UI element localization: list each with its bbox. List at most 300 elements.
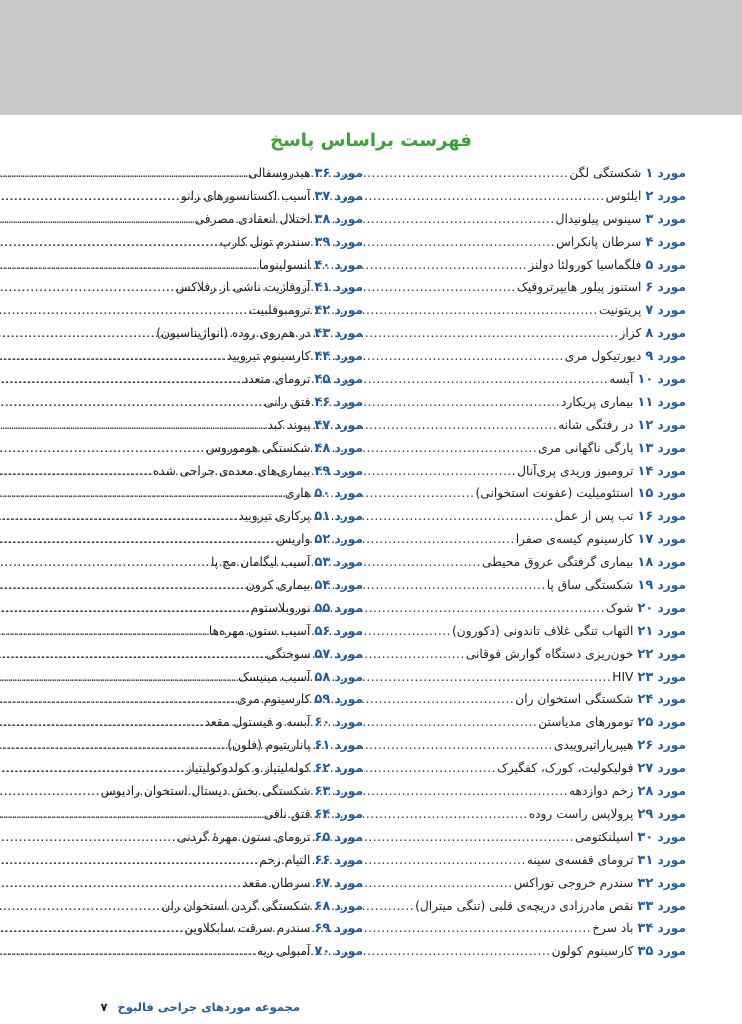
case-label: مورد (657, 944, 686, 959)
case-index: ۴۵ (314, 372, 331, 388)
case-number (314, 853, 363, 868)
toc-entry[interactable] (53, 280, 363, 303)
entry-title: آسیب اکستانسورهای زانو (180, 188, 311, 203)
toc-entry[interactable] (53, 441, 363, 464)
toc-entry[interactable] (376, 441, 686, 464)
toc-entry[interactable] (53, 258, 363, 281)
dot-leader (0, 555, 210, 569)
entry-title: کارسینوم تیرویید (226, 349, 311, 364)
case-index: ۳۲ (637, 875, 654, 891)
case-index: ۲۶ (637, 738, 654, 754)
dot-leader (0, 395, 263, 409)
case-label: مورد (657, 898, 686, 913)
entry-title: در رفتگی شانه (558, 417, 634, 432)
entry-title: پیوند کبد (267, 417, 311, 432)
case-index: ۷۰ (314, 944, 331, 960)
toc-entry[interactable] (376, 418, 686, 441)
case-label: مورد (334, 211, 363, 226)
entry-title: HIV (612, 669, 634, 684)
toc-entry[interactable] (53, 326, 363, 349)
dot-leader (0, 326, 155, 340)
entry-title: فتق رانی (264, 394, 311, 409)
case-number (637, 830, 686, 845)
toc-entry[interactable] (376, 647, 686, 670)
case-number (637, 944, 686, 959)
dot-leader (0, 578, 245, 592)
case-label: مورد (334, 486, 363, 501)
toc-entry[interactable] (376, 761, 686, 784)
case-label: مورد (657, 692, 686, 707)
case-label: مورد (334, 944, 363, 959)
case-label: مورد (657, 600, 686, 615)
case-label: مورد (334, 303, 363, 318)
dot-leader (0, 303, 248, 317)
case-number (637, 395, 686, 410)
entry-title: سندرم خروجی توراکس (513, 875, 634, 890)
case-label: مورد (657, 280, 686, 295)
toc-entry[interactable] (53, 624, 363, 647)
toc-entry[interactable] (376, 921, 686, 944)
case-label: مورد (334, 394, 363, 409)
toc-entry[interactable] (376, 280, 686, 303)
case-index: ۵۱ (314, 509, 331, 525)
case-number (314, 784, 363, 799)
case-label: مورد (334, 875, 363, 890)
toc-entry[interactable] (376, 235, 686, 258)
case-label: مورد (334, 692, 363, 707)
case-label: مورد (334, 372, 363, 387)
case-label: مورد (334, 555, 363, 570)
case-index: ۵ (645, 257, 654, 273)
case-number (637, 807, 686, 822)
toc-entry[interactable] (376, 555, 686, 578)
case-label: مورد (334, 349, 363, 364)
toc-entry[interactable] (376, 899, 686, 922)
dot-leader (0, 944, 256, 958)
case-index: ۵۶ (314, 623, 331, 639)
toc-column-right (376, 166, 686, 967)
toc-entry[interactable] (53, 418, 363, 441)
dot-leader (0, 899, 161, 913)
case-label: مورد (657, 509, 686, 524)
case-index: ۱ (645, 166, 654, 181)
entry-title: آزوفاژیت ناشی از رفلاکس (175, 280, 311, 295)
case-label: مورد (657, 806, 686, 821)
entry-title: التهاب تنگی غلاف تاندونی (دکورون) (452, 623, 634, 638)
case-label: مورد (657, 784, 686, 799)
case-number (637, 670, 686, 685)
toc-entry[interactable] (53, 761, 363, 784)
entry-title: نوروبلاستوم (250, 600, 311, 615)
toc-entry[interactable] (376, 692, 686, 715)
entry-title: پاناریتیوم (فلون) (227, 738, 311, 753)
toc-entry[interactable] (53, 738, 363, 761)
case-label: مورد (657, 394, 686, 409)
case-index: ۲۹ (637, 806, 654, 822)
case-label: مورد (657, 921, 686, 936)
entry-title: فلگماسیا کورولئا دولنز (528, 257, 642, 272)
case-number (314, 921, 363, 936)
toc-entry[interactable] (53, 647, 363, 670)
dot-leader (0, 486, 284, 500)
dot-leader (0, 624, 208, 638)
case-label: مورد (657, 463, 686, 478)
entry-title: شکستگی لگن (569, 166, 642, 180)
entry-title: استئومیلیت (عفونت استخوانی) (475, 486, 634, 501)
case-number (645, 189, 686, 204)
toc-entry[interactable] (53, 189, 363, 212)
toc-entry[interactable] (376, 876, 686, 899)
case-number (637, 601, 686, 616)
case-label: مورد (657, 372, 686, 387)
case-index: ۴۲ (314, 303, 331, 319)
toc-entry[interactable] (376, 670, 686, 693)
case-label: مورد (657, 257, 686, 272)
case-label: مورد (657, 623, 686, 638)
dot-leader (0, 372, 242, 386)
case-index: ۶۴ (314, 806, 331, 822)
dot-leader (0, 532, 275, 546)
entry-title: هیدروسفالی (248, 166, 311, 180)
entry-title: ترومای قفسه‌ی سینه (526, 852, 634, 867)
entry-title: باد سرخ (592, 921, 634, 936)
dot-leader (0, 715, 204, 729)
entry-title: آبسه (609, 372, 634, 387)
case-index: ۴ (645, 234, 654, 250)
case-index: ۱۹ (637, 578, 654, 594)
case-label: مورد (334, 280, 363, 295)
entry-title: نقص مادرزادی دریچه‌ی قلبی (تنگی میترال) (415, 898, 634, 913)
toc-entry[interactable] (53, 601, 363, 624)
toc-entry[interactable] (376, 738, 686, 761)
entry-title: سندرم تونل کارپ (219, 234, 311, 249)
case-label: مورد (657, 875, 686, 890)
case-index: ۳۸ (314, 211, 331, 227)
case-number (314, 624, 363, 639)
toc-entry[interactable] (376, 509, 686, 532)
case-number (314, 876, 363, 891)
case-label: مورد (657, 303, 686, 318)
case-number (314, 166, 363, 181)
toc-entry[interactable] (53, 830, 363, 853)
toc-entry[interactable] (376, 349, 686, 372)
toc-entry[interactable] (53, 784, 363, 807)
entry-title: هاری (284, 486, 311, 501)
case-label: مورد (334, 646, 363, 661)
case-index: ۱۲ (637, 417, 654, 433)
entry-title: شکستگی بخش دیستال استخوان رادیوس (100, 784, 311, 799)
toc-entry[interactable] (376, 532, 686, 555)
entry-title: سینوس پیلونیدال (555, 211, 642, 226)
toc-entry[interactable] (53, 853, 363, 876)
case-index: ۴۷ (314, 417, 331, 433)
case-index: ۵۳ (314, 555, 331, 571)
case-label: مورد (657, 669, 686, 684)
case-label: مورد (334, 234, 363, 249)
case-index: ۳ (645, 211, 654, 227)
case-index: ۱۴ (637, 463, 654, 479)
toc-entry[interactable] (376, 464, 686, 487)
case-label: مورد (334, 623, 363, 638)
case-number (637, 715, 686, 730)
case-number (637, 578, 686, 593)
toc-entry[interactable] (376, 830, 686, 853)
entry-title: پریتونیت (598, 303, 642, 318)
case-label: مورد (334, 806, 363, 821)
dot-leader (0, 807, 263, 821)
case-index: ۶۰ (314, 715, 331, 731)
case-index: ۵۷ (314, 646, 331, 662)
dot-leader (0, 738, 226, 752)
entry-title: شکستگی استخوان ران (515, 692, 634, 707)
entry-title: فتق نافی (263, 806, 311, 821)
case-number (645, 212, 686, 227)
toc-entry[interactable] (53, 578, 363, 601)
case-number (314, 395, 363, 410)
case-label: مورد (657, 738, 686, 753)
entry-title: ترومبوز وریدی پری‌آنال (517, 463, 634, 478)
case-number (314, 441, 363, 456)
case-label: مورد (657, 532, 686, 547)
case-number (637, 624, 686, 639)
case-label: مورد (657, 852, 686, 867)
entry-title: زخم دوازدهه (569, 784, 634, 799)
case-index: ۴۴ (314, 349, 331, 365)
entry-title: کارسینوم کولون (551, 944, 634, 959)
toc-entry[interactable] (376, 189, 686, 212)
case-index: ۳۳ (637, 898, 654, 914)
page-title: فهرست براساس پاسخ (270, 130, 472, 151)
case-index: ۵۹ (314, 692, 331, 708)
case-number (314, 670, 363, 685)
footer-page-number: ۷ (100, 1000, 108, 1014)
case-index: ۲۸ (637, 784, 654, 800)
case-number (645, 166, 686, 181)
toc-entry[interactable] (376, 166, 686, 189)
entry-title: شوک (605, 600, 634, 615)
case-number (637, 372, 686, 387)
case-index: ۴۸ (314, 440, 331, 456)
case-index: ۱۳ (637, 440, 654, 456)
case-label: مورد (334, 532, 363, 547)
case-number (314, 349, 363, 364)
case-index: ۶۲ (314, 761, 331, 777)
entry-title: پرکاری تیرویید (238, 509, 311, 524)
entry-title: سرطان مقعد (242, 875, 311, 890)
case-index: ۶۱ (314, 738, 331, 754)
toc-entry[interactable] (376, 601, 686, 624)
case-number (645, 280, 686, 295)
case-number (637, 555, 686, 570)
entry-title: تومورهای مدیاستن (538, 715, 634, 730)
toc-entry[interactable] (376, 486, 686, 509)
case-number (645, 235, 686, 250)
toc-entry[interactable] (53, 876, 363, 899)
case-number (637, 899, 686, 914)
entry-title: شکستگی هوموروس (205, 440, 311, 455)
case-label: مورد (334, 600, 363, 615)
entry-title: ترومای ستون مهرهٔ گردنی (177, 829, 311, 844)
entry-title: ایلئوس (605, 188, 642, 203)
entry-title: استنوز پیلور هایپرتروفیک (516, 280, 642, 295)
case-number (314, 807, 363, 822)
entry-title: آبسه و فیستول مقعد (204, 715, 311, 730)
case-number (314, 303, 363, 318)
case-index: ۴۳ (314, 326, 331, 342)
toc-entry[interactable] (53, 899, 363, 922)
case-index: ۳۴ (637, 921, 654, 937)
toc-entry[interactable] (376, 853, 686, 876)
case-number (314, 509, 363, 524)
entry-title: آسیب لیگامان مچ پا (211, 555, 311, 570)
dot-leader (0, 509, 237, 523)
case-number (645, 349, 686, 364)
case-label: مورد (334, 921, 363, 936)
case-index: ۱۱ (637, 394, 654, 410)
case-index: ۳۶ (314, 166, 331, 181)
toc-entry[interactable] (53, 303, 363, 326)
entry-title: پارگی ناگهانی مری (538, 440, 634, 455)
toc-entry[interactable] (53, 670, 363, 693)
case-number (314, 692, 363, 707)
entry-title: کارسینوم مری (236, 692, 311, 707)
toc-entry[interactable] (376, 372, 686, 395)
dot-leader (0, 784, 100, 798)
case-label: مورد (657, 417, 686, 432)
dot-leader (0, 189, 180, 203)
dot-leader (0, 418, 267, 432)
toc-entry[interactable] (376, 258, 686, 281)
case-index: ۲۷ (637, 761, 654, 777)
entry-title: سوختگی (265, 646, 311, 661)
dot-leader (0, 441, 205, 455)
toc-entry[interactable] (376, 715, 686, 738)
case-label: مورد (334, 852, 363, 867)
toc-entry[interactable] (53, 212, 363, 235)
case-number (314, 761, 363, 776)
case-index: ۹ (645, 349, 654, 365)
case-index: ۶ (645, 280, 654, 296)
case-number (637, 921, 686, 936)
page-footer (40, 1000, 300, 1014)
case-index: ۶۸ (314, 898, 331, 914)
toc-entry[interactable] (376, 578, 686, 601)
case-index: ۱۷ (637, 532, 654, 548)
toc-entry[interactable] (53, 944, 363, 967)
case-index: ۲۴ (637, 692, 654, 708)
case-number (637, 761, 686, 776)
entry-title: اختلال انعقادی مصرفی (194, 211, 311, 226)
entry-title: انسولینوما (258, 257, 311, 272)
dot-leader (0, 647, 265, 661)
toc-entry[interactable] (376, 212, 686, 235)
case-label: مورد (657, 555, 686, 570)
entry-title: خون‌ریزی دستگاه گوارش فوقانی (465, 646, 634, 661)
entry-title: واریس (276, 532, 311, 547)
entry-title: التیام زخم (259, 852, 311, 867)
case-number (314, 647, 363, 662)
toc-entry[interactable] (376, 303, 686, 326)
case-index: ۷ (645, 303, 654, 319)
case-label: مورد (657, 166, 686, 180)
dot-leader (0, 853, 258, 867)
toc-entry[interactable] (376, 624, 686, 647)
toc-entry[interactable] (53, 807, 363, 830)
case-index: ۳۹ (314, 234, 331, 250)
toc-entry[interactable] (53, 692, 363, 715)
entry-title: بیماری پریکارد (561, 394, 634, 409)
toc-entry[interactable] (376, 326, 686, 349)
toc-entry[interactable] (53, 464, 363, 487)
case-index: ۱۶ (637, 509, 654, 525)
case-label: مورد (334, 898, 363, 913)
case-label: مورد (334, 257, 363, 272)
dot-leader (0, 235, 219, 249)
toc-entry[interactable] (376, 807, 686, 830)
case-number (314, 578, 363, 593)
case-number (637, 486, 686, 501)
entry-title: کزاز (619, 326, 642, 341)
toc-entry[interactable] (376, 784, 686, 807)
case-number (314, 464, 363, 479)
case-number (314, 418, 363, 433)
toc-entry[interactable] (376, 944, 686, 967)
case-number (314, 326, 363, 341)
case-number (637, 509, 686, 524)
case-index: ۱۸ (637, 555, 654, 571)
toc-entry[interactable] (53, 921, 363, 944)
case-index: ۶۳ (314, 784, 331, 800)
case-number (637, 853, 686, 868)
entry-title: ترومبوفلبیت (248, 303, 311, 318)
case-index: ۳۰ (637, 829, 654, 845)
case-label: مورد (657, 486, 686, 501)
toc-entry[interactable] (53, 509, 363, 532)
case-label: مورد (657, 761, 686, 776)
case-label: مورد (334, 188, 363, 203)
entry-title: شکستگی گردن استخوان ران (161, 898, 311, 913)
case-index: ۵۴ (314, 578, 331, 594)
case-number (314, 258, 363, 273)
case-index: ۳۷ (314, 188, 331, 204)
toc-entry[interactable] (53, 235, 363, 258)
toc-entry[interactable] (53, 486, 363, 509)
toc-entry[interactable] (53, 349, 363, 372)
toc-entry[interactable] (53, 555, 363, 578)
case-number (314, 601, 363, 616)
toc-entry[interactable] (53, 395, 363, 418)
case-index: ۲۱ (637, 623, 654, 639)
case-label: مورد (334, 761, 363, 776)
case-index: ۲ (645, 188, 654, 204)
entry-title: کوله‌لیتیاز و کولدوکولیتیاز (185, 761, 311, 776)
toc-entry[interactable] (53, 532, 363, 555)
case-number (314, 555, 363, 570)
case-number (314, 899, 363, 914)
entry-title: آسیب ستون مهره‌ها (208, 623, 311, 638)
case-index: ۴۱ (314, 280, 331, 296)
case-label: مورد (334, 784, 363, 799)
toc-entry[interactable] (53, 372, 363, 395)
dot-leader (0, 601, 250, 615)
case-label: مورد (657, 715, 686, 730)
toc-entry[interactable] (53, 166, 363, 189)
case-label: مورد (657, 326, 686, 341)
entry-title: فولیکولیت، کورک، کفگیرک (496, 761, 634, 776)
toc-entry[interactable] (376, 395, 686, 418)
footer-book-title: مجموعه موردهای جراحی فالبوخ (117, 1000, 300, 1014)
toc-entry[interactable] (53, 715, 363, 738)
